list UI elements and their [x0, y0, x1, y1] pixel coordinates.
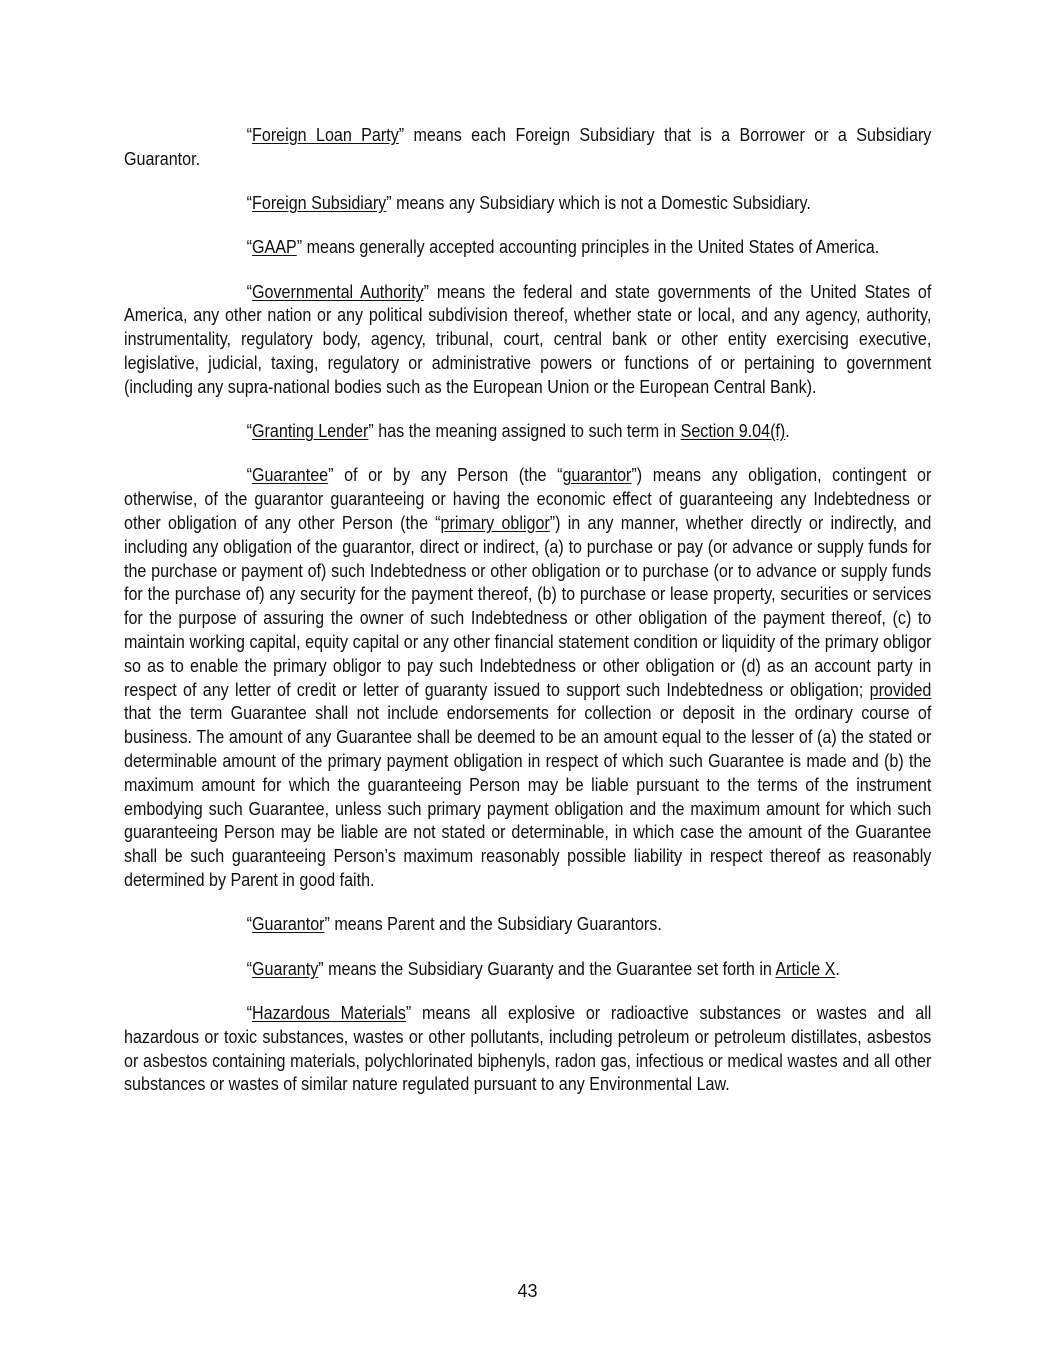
paragraph-text: “: [246, 464, 253, 486]
paragraph-text: .: [835, 957, 840, 979]
paragraph-text: ”) means any obligation, contingent or otherwise, of the guarantor guaranteeing or having the economic effect of guaranteeing any Indebtedness or other obligation of any other Person (the “: [124, 464, 932, 534]
paragraph-text: ” means all explosive or radioactive substances or wastes and all hazardous or toxic substances, wastes or other pollutants, including petroleum or petroleum distillates, asbestos or asbestos containing materials, polychlorinated biphenyls, radon gas, infectious or medical wastes and all other substances or wastes of similar nature regulated pursuant to any Environmental Law.: [124, 1001, 932, 1095]
paragraph-text: “: [246, 957, 253, 979]
paragraph-text: ” means the federal and state governments of the United States of America, any other nation or any political subdivision thereof, whether state or local, and any agency, authority, instrumentality, regulatory body, agency, tribunal, court, central bank or other entity exercising executive, legislative, judicial, taxing, regulatory or administrative powers or functions of or pertaining to government (including any supra-national bodies such as the European Union or the European Central Bank).: [124, 280, 932, 397]
paragraph-text: “: [246, 280, 253, 302]
defined-term: Foreign Subsidiary: [252, 192, 387, 214]
cross-reference: provided: [869, 678, 932, 700]
definition-paragraph: [124, 1001, 931, 1096]
paragraph-text: ”) in any manner, whether directly or indirectly, and including any obligation of the guarantor, direct or indirect, (a) to purchase or pay (or advance or supply funds for the purchase or payment of) such Indebtedness or other obligation or to purchase (or to advance or supply funds for the purchase of) any security for the payment thereof, (b) to purchase or lease property, securities or services for the purpose of assuring the owner of such Indebtedness or other obligation of the payment thereof, (c) to maintain working capital, equity capital or any other financial statement condition or liquidity of the primary obligor so as to enable the primary obligor to pay such Indebtedness or other obligation or (d) as an account party in respect of any letter of credit or letter of guaranty issued to support such Indebtedness or obligation;: [124, 512, 932, 700]
paragraph-text: ” means the Subsidiary Guaranty and the Guarantee set forth in: [318, 957, 776, 979]
defined-term: Hazardous Materials: [252, 1001, 406, 1023]
defined-term: Granting Lender: [252, 420, 369, 442]
paragraph-text: “: [246, 420, 253, 442]
paragraph-text: ” means any Subsidiary which is not a Domestic Subsidiary.: [386, 192, 811, 214]
paragraph-text: “: [246, 192, 253, 214]
cross-reference: primary obligor: [440, 512, 550, 534]
defined-term: Guaranty: [252, 957, 319, 979]
definition-paragraph: [124, 191, 931, 215]
defined-term: GAAP: [252, 236, 297, 258]
paragraph-text: ” has the meaning assigned to such term in: [368, 420, 681, 442]
definition-paragraph: [124, 123, 931, 171]
defined-term: Guarantee: [252, 464, 329, 486]
definition-paragraph: [124, 957, 931, 981]
paragraph-text: “: [246, 913, 253, 935]
defined-term: Governmental Authority: [252, 280, 424, 302]
cross-reference: Section 9.04(f): [680, 420, 786, 442]
cross-reference: Article X: [775, 957, 836, 979]
paragraph-text: “: [246, 124, 253, 145]
definition-paragraph: [124, 912, 931, 936]
definition-paragraph: [124, 419, 931, 443]
definition-paragraph: [124, 463, 931, 891]
paragraph-text: “: [246, 1001, 253, 1023]
paragraph-text: ” of or by any Person (the “: [328, 464, 563, 486]
paragraph-text: ” means generally accepted accounting principles in the United States of America.: [296, 236, 880, 258]
defined-term: Guarantor: [252, 913, 325, 935]
defined-term: Foreign Loan Party: [252, 124, 399, 145]
definition-paragraph: [124, 280, 931, 399]
paragraph-text: ” means Parent and the Subsidiary Guarantors.: [324, 913, 662, 935]
paragraph-text: that the term Guarantee shall not include endorsements for collection or deposit in the ordinary course of business. The amount of any Guarantee shall be deemed to be an amount equal to the lesser of (a) the stated or determinable amount of the primary payment obligation in respect of which such Guarantee is made and (b) the maximum amount for which the guaranteeing Person may be liable pursuant to the terms of the instrument embodying such Guarantee, unless such primary payment obligation and the maximum amount for which such guaranteeing Person may be liable are not stated or determinable, in which case the amount of the Guarantee shall be such guaranteeing Person’s maximum reasonably possible liability in respect thereof as reasonably determined by Parent in good faith.: [124, 702, 932, 891]
paragraph-text: ” means each Foreign Subsidiary that is a Borrower or a Subsidiary Guarantor.: [124, 124, 932, 169]
document-body: [124, 123, 931, 1117]
paragraph-text: .: [785, 420, 790, 442]
page-number: 43: [517, 1281, 538, 1301]
paragraph-text: “: [246, 236, 253, 258]
definition-paragraph: [124, 235, 931, 259]
cross-reference: guarantor: [562, 464, 632, 486]
